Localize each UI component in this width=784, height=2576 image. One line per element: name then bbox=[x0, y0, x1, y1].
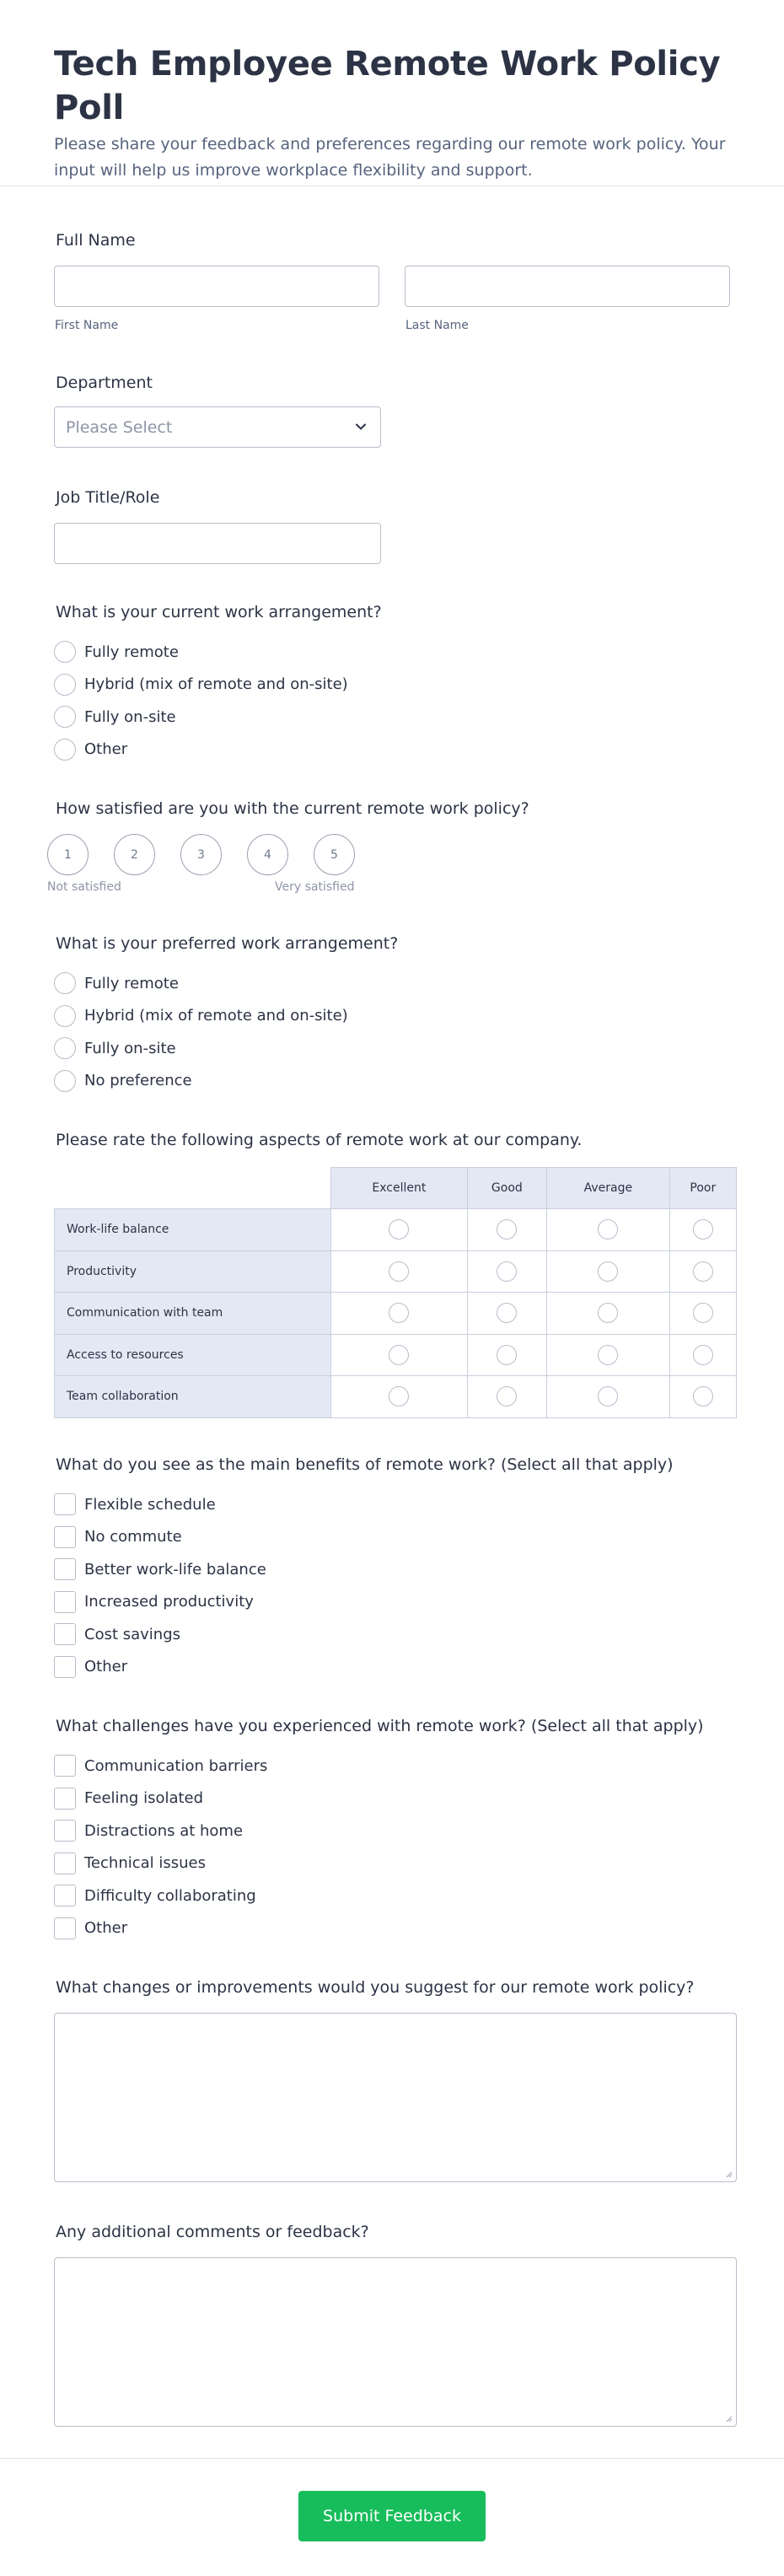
checkbox[interactable] bbox=[54, 1558, 76, 1580]
full-name-label: Full Name bbox=[56, 231, 136, 250]
preferred-arrangement-label: What is your preferred work arrangement? bbox=[56, 934, 399, 953]
matrix-radio[interactable] bbox=[598, 1303, 618, 1323]
matrix-column-header: Average bbox=[547, 1168, 670, 1209]
option-label: Flexible schedule bbox=[84, 1495, 216, 1514]
improvements-textarea[interactable] bbox=[54, 2013, 737, 2182]
matrix-radio[interactable] bbox=[693, 1261, 713, 1282]
job-title-label: Job Title/Role bbox=[56, 488, 160, 507]
job-title-section bbox=[54, 486, 730, 600]
option-label: Increased productivity bbox=[84, 1593, 254, 1611]
checkbox-option[interactable] bbox=[54, 1880, 730, 1912]
checkbox[interactable] bbox=[54, 1623, 76, 1645]
radio-option[interactable] bbox=[54, 636, 730, 669]
current-arrangement-options bbox=[54, 636, 730, 766]
matrix-row bbox=[55, 1376, 737, 1418]
radio-button[interactable] bbox=[54, 1037, 76, 1059]
matrix-row-label: Communication with team bbox=[55, 1293, 331, 1335]
scale-option-3[interactable]: 3 bbox=[180, 834, 222, 875]
matrix-row-label: Productivity bbox=[55, 1250, 331, 1293]
matrix-radio[interactable] bbox=[497, 1219, 517, 1240]
matrix-radio[interactable] bbox=[389, 1303, 409, 1323]
checkbox[interactable] bbox=[54, 1853, 76, 1874]
scale-option-2[interactable]: 2 bbox=[114, 834, 155, 875]
satisfaction-label: How satisfied are you with the current remote work policy? bbox=[56, 799, 529, 818]
option-label: No commute bbox=[84, 1528, 182, 1546]
checkbox-option[interactable] bbox=[54, 1815, 730, 1847]
checkbox[interactable] bbox=[54, 1917, 76, 1939]
improvements-section bbox=[54, 1976, 730, 2220]
current-arrangement-label: What is your current work arrangement? bbox=[56, 603, 382, 621]
form-body bbox=[0, 186, 784, 2433]
radio-button[interactable] bbox=[54, 739, 76, 761]
matrix-radio[interactable] bbox=[598, 1386, 618, 1406]
radio-option[interactable] bbox=[54, 669, 730, 702]
matrix-radio[interactable] bbox=[598, 1345, 618, 1365]
radio-option[interactable] bbox=[54, 1065, 730, 1098]
matrix-row bbox=[55, 1334, 737, 1376]
matrix-column-header: Poor bbox=[669, 1168, 736, 1209]
form-footer bbox=[0, 2458, 784, 2576]
benefits-label: What do you see as the main benefits of remote work? (Select all that apply) bbox=[56, 1455, 674, 1474]
first-name-sublabel: First Name bbox=[55, 319, 119, 332]
radio-option[interactable] bbox=[54, 701, 730, 734]
benefits-options bbox=[54, 1488, 730, 1683]
preferred-arrangement-section bbox=[54, 932, 730, 1128]
checkbox[interactable] bbox=[54, 1820, 76, 1842]
matrix-radio[interactable] bbox=[693, 1345, 713, 1365]
matrix-radio[interactable] bbox=[693, 1386, 713, 1406]
scale-low-label: Not satisfied bbox=[47, 880, 121, 894]
checkbox-option[interactable] bbox=[54, 1488, 730, 1521]
checkbox[interactable] bbox=[54, 1526, 76, 1548]
department-label: Department bbox=[56, 374, 153, 392]
department-section bbox=[54, 371, 730, 486]
checkbox-option[interactable] bbox=[54, 1783, 730, 1815]
radio-button[interactable] bbox=[54, 674, 76, 696]
radio-option[interactable] bbox=[54, 1000, 730, 1033]
checkbox-option[interactable] bbox=[54, 1586, 730, 1619]
checkbox[interactable] bbox=[54, 1656, 76, 1678]
chevron-down-icon bbox=[353, 419, 368, 434]
radio-button[interactable] bbox=[54, 706, 76, 728]
scale-option-4[interactable]: 4 bbox=[247, 834, 288, 875]
checkbox-option[interactable] bbox=[54, 1618, 730, 1651]
matrix-row-label: Work-life balance bbox=[55, 1209, 331, 1251]
page-description: Please share your feedback and preferences regarding our remote work policy. Your input will help us improve workplace flexibility and support. bbox=[54, 135, 726, 180]
department-placeholder: Please Select bbox=[66, 417, 173, 437]
full-name-section bbox=[54, 229, 730, 371]
radio-option[interactable] bbox=[54, 1032, 730, 1065]
page-title: Tech Employee Remote Work Policy Poll bbox=[54, 45, 721, 127]
matrix-radio[interactable] bbox=[598, 1261, 618, 1282]
rating-matrix-section bbox=[54, 1128, 730, 1453]
matrix-radio[interactable] bbox=[693, 1303, 713, 1323]
last-name-input[interactable] bbox=[405, 266, 730, 307]
scale-high-label: Very satisfied bbox=[275, 880, 355, 894]
benefits-section bbox=[54, 1453, 730, 1714]
matrix-column-header: Excellent bbox=[331, 1168, 468, 1209]
job-title-input[interactable] bbox=[54, 523, 381, 564]
option-label: Other bbox=[84, 1658, 128, 1676]
radio-button[interactable] bbox=[54, 972, 76, 994]
challenges-options bbox=[54, 1750, 730, 1944]
improvements-label: What changes or improvements would you suggest for our remote work policy? bbox=[56, 1978, 695, 1997]
matrix-radio[interactable] bbox=[389, 1219, 409, 1240]
radio-button[interactable] bbox=[54, 1070, 76, 1092]
option-label: Communication barriers bbox=[84, 1756, 268, 1775]
option-label: Fully on-site bbox=[84, 1039, 176, 1057]
matrix-row-label: Team collaboration bbox=[55, 1376, 331, 1418]
matrix-radio[interactable] bbox=[389, 1386, 409, 1406]
comments-label: Any additional comments or feedback? bbox=[56, 2223, 369, 2241]
checkbox-option[interactable] bbox=[54, 1521, 730, 1554]
matrix-radio[interactable] bbox=[389, 1345, 409, 1365]
matrix-radio[interactable] bbox=[497, 1345, 517, 1365]
checkbox-option[interactable] bbox=[54, 1912, 730, 1945]
form-header bbox=[0, 0, 784, 186]
last-name-sublabel: Last Name bbox=[405, 319, 469, 332]
option-label: Fully remote bbox=[84, 974, 179, 992]
checkbox[interactable] bbox=[54, 1591, 76, 1613]
matrix-radio[interactable] bbox=[389, 1261, 409, 1282]
matrix-radio[interactable] bbox=[497, 1303, 517, 1323]
resize-grip-icon[interactable] bbox=[724, 2170, 733, 2178]
challenges-section bbox=[54, 1714, 730, 1976]
option-label: Other bbox=[84, 1919, 128, 1938]
option-label: Other bbox=[84, 740, 128, 759]
rating-matrix bbox=[54, 1167, 737, 1418]
option-label: Distractions at home bbox=[84, 1821, 244, 1840]
satisfaction-scale bbox=[47, 834, 730, 875]
option-label: No preference bbox=[84, 1072, 192, 1090]
matrix-row-label: Access to resources bbox=[55, 1334, 331, 1376]
radio-option[interactable] bbox=[54, 967, 730, 1000]
matrix-row bbox=[55, 1209, 737, 1251]
radio-button[interactable] bbox=[54, 641, 76, 663]
option-label: Technical issues bbox=[84, 1854, 206, 1873]
matrix-row bbox=[55, 1250, 737, 1293]
matrix-column-header: Good bbox=[467, 1168, 546, 1209]
comments-textarea[interactable] bbox=[54, 2257, 737, 2427]
matrix-radio[interactable] bbox=[598, 1219, 618, 1240]
current-arrangement-section bbox=[54, 600, 730, 797]
submit-button[interactable]: Submit Feedback bbox=[298, 2491, 486, 2541]
matrix-radio[interactable] bbox=[497, 1386, 517, 1406]
matrix-radio[interactable] bbox=[497, 1261, 517, 1282]
matrix-row bbox=[55, 1293, 737, 1335]
option-label: Fully on-site bbox=[84, 707, 176, 726]
rating-matrix-label: Please rate the following aspects of remote work at our company. bbox=[56, 1131, 583, 1149]
scale-option-5[interactable]: 5 bbox=[314, 834, 355, 875]
option-label: Hybrid (mix of remote and on-site) bbox=[84, 675, 348, 694]
option-label: Fully remote bbox=[84, 643, 179, 661]
option-label: Difficulty collaborating bbox=[84, 1886, 256, 1905]
checkbox-option[interactable] bbox=[54, 1750, 730, 1783]
preferred-arrangement-options bbox=[54, 967, 730, 1097]
checkbox-option[interactable] bbox=[54, 1553, 730, 1586]
resize-grip-icon[interactable] bbox=[724, 2414, 733, 2423]
radio-option[interactable] bbox=[54, 734, 730, 766]
radio-button[interactable] bbox=[54, 1005, 76, 1027]
checkbox-option[interactable] bbox=[54, 1651, 730, 1684]
option-label: Better work-life balance bbox=[84, 1560, 266, 1578]
scale-option-1[interactable]: 1 bbox=[47, 834, 89, 875]
first-name-input[interactable] bbox=[54, 266, 379, 307]
matrix-corner bbox=[55, 1168, 331, 1209]
checkbox[interactable] bbox=[54, 1755, 76, 1777]
comments-section bbox=[54, 2220, 730, 2433]
option-label: Cost savings bbox=[84, 1625, 181, 1643]
satisfaction-section bbox=[47, 797, 730, 932]
challenges-label: What challenges have you experienced with remote work? (Select all that apply) bbox=[56, 1717, 704, 1735]
checkbox[interactable] bbox=[54, 1788, 76, 1810]
option-label: Feeling isolated bbox=[84, 1789, 204, 1808]
department-dropdown[interactable] bbox=[54, 406, 381, 448]
matrix-radio[interactable] bbox=[693, 1219, 713, 1240]
checkbox[interactable] bbox=[54, 1493, 76, 1515]
checkbox-option[interactable] bbox=[54, 1847, 730, 1880]
option-label: Hybrid (mix of remote and on-site) bbox=[84, 1007, 348, 1025]
checkbox[interactable] bbox=[54, 1885, 76, 1906]
